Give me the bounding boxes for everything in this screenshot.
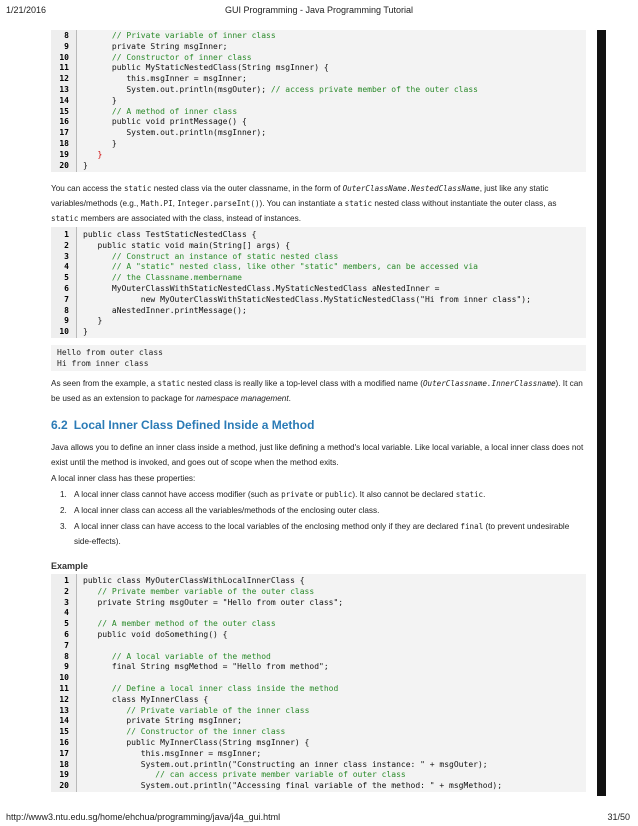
code-comment: // Private variable of inner class (111, 31, 276, 40)
code-line (51, 241, 586, 252)
code-line (51, 42, 586, 53)
code-line (51, 161, 586, 172)
code-line (51, 316, 586, 327)
code-line (51, 641, 586, 652)
line-number: 11 (59, 683, 69, 693)
code-line (51, 781, 586, 792)
code-text: public class TestStaticNestedClass { (83, 230, 257, 239)
code-text: new MyOuterClassWithStaticNestedClass.MyStaticNestedClass("Hi from inner class"); (83, 294, 531, 304)
output-line: Hello from outer class (57, 348, 163, 357)
code-comment: // A member method of the outer class (97, 619, 276, 629)
line-number: 9 (64, 662, 69, 672)
page-header-date: 1/21/2016 (6, 5, 47, 15)
line-number: 8 (64, 305, 69, 315)
code-text (83, 31, 276, 42)
line-number: 9 (64, 316, 69, 326)
line-number: 12 (59, 74, 69, 84)
line-number: 15 (59, 106, 69, 116)
code-line (51, 716, 586, 727)
paragraph-local-inner-intro: Java allows you to define an inner class inside a method, just like defining a method's local variable. Like local variable, a local inner class does not exist until the method is invoked, and goes out of scope when the method exits. (51, 443, 584, 467)
code-line (51, 749, 586, 760)
code-text (83, 252, 338, 263)
line-number: 6 (64, 629, 69, 639)
code-text: } (83, 160, 88, 170)
code-line (51, 128, 586, 139)
code-text (83, 53, 252, 64)
line-number: 1 (64, 230, 69, 239)
code-text: } (83, 95, 117, 105)
line-number: 12 (59, 694, 69, 704)
line-number: 7 (64, 640, 69, 650)
line-number: 10 (59, 327, 69, 337)
line-number: 16 (59, 117, 69, 127)
code-text: final String msgMethod = "Hello from method"; (83, 662, 329, 672)
line-number: 17 (59, 748, 69, 758)
code-comment: // Constructor of inner class (111, 52, 252, 62)
code-line (51, 587, 586, 598)
line-number: 16 (59, 737, 69, 747)
code-text: this.msgInner = msgInner; (83, 74, 247, 84)
line-number: 15 (59, 727, 69, 737)
code-line (51, 770, 586, 781)
code-line (51, 74, 586, 85)
code-line (51, 608, 586, 619)
code-comment: // A local variable of the method (111, 651, 271, 661)
code-line (51, 252, 586, 263)
code-line (51, 673, 586, 684)
code-line (51, 760, 586, 771)
code-text (83, 770, 406, 781)
line-number: 5 (64, 273, 69, 283)
code-text: System.out.println("Constructing an inner class instance: " + msgOuter); (83, 759, 488, 769)
section-heading (51, 418, 314, 432)
line-number: 10 (59, 52, 69, 62)
code-line (51, 150, 586, 161)
list-item: 1. A local inner class cannot have access modifier (such as private or public). It also cannot be declared static. (60, 490, 486, 499)
code-text (83, 107, 237, 118)
line-number: 5 (64, 619, 69, 629)
code-line (51, 139, 586, 150)
example-label: Example (51, 561, 89, 571)
code-block-3 (51, 574, 586, 792)
line-number: 18 (59, 759, 69, 769)
code-text: System.out.println(msgInner); (83, 128, 267, 138)
line-number: 9 (64, 41, 69, 51)
code-line (51, 630, 586, 641)
code-line (51, 96, 586, 107)
code-comment: // Private variable of the inner class (126, 705, 310, 715)
code-text: public class MyOuterClassWithLocalInnerClass { (83, 576, 305, 585)
list-item: 3. A local inner class can have access to the local variables of the enclosing method only if they are declared final (to prevent undesirable side-effects). (60, 522, 570, 546)
code-block-2 (51, 227, 586, 338)
code-text: private String msgOuter = "Hello from outer class"; (83, 597, 344, 607)
line-number: 2 (64, 240, 69, 250)
code-line (51, 598, 586, 609)
code-comment: // the Classname.membername (111, 273, 242, 283)
line-number: 2 (64, 586, 69, 596)
code-line (51, 262, 586, 273)
code-text: MyOuterClassWithStaticNestedClass.MyStaticNestedClass aNestedInner = (83, 283, 440, 293)
code-text: System.out.println("Accessing final variable of the method: " + msgMethod); (83, 781, 503, 791)
paragraph-properties-intro: A local inner class has these properties: (51, 474, 196, 483)
code-text: } (83, 138, 117, 148)
code-line (51, 273, 586, 284)
line-number: 10 (59, 673, 69, 683)
line-number: 13 (59, 84, 69, 94)
code-text (83, 706, 309, 717)
line-number: 3 (64, 251, 69, 261)
line-number: 4 (64, 262, 69, 272)
code-text: aNestedInner.printMessage(); (83, 305, 247, 315)
code-comment: // can access private member variable of outer class (155, 770, 406, 780)
code-comment: // Construct an instance of static nested class (111, 251, 339, 261)
code-text (83, 262, 478, 273)
code-text: private String msgInner; (83, 716, 242, 726)
output-line: Hi from inner class (57, 359, 149, 368)
code-line (51, 706, 586, 717)
code-text: System.out.println(msgOuter); // access private member of the outer class (83, 84, 478, 94)
code-text: public void doSomething() { (83, 629, 228, 639)
page-header-title: GUI Programming - Java Programming Tutorial (224, 5, 414, 15)
line-number: 13 (59, 705, 69, 715)
code-block-1 (51, 30, 586, 172)
page-footer-page-number: 31/50 (607, 812, 630, 822)
line-number: 7 (64, 294, 69, 304)
code-text: this.msgInner = msgInner; (83, 748, 262, 758)
line-number: 1 (64, 576, 69, 585)
code-text: private String msgInner; (83, 41, 228, 51)
code-line (51, 53, 586, 64)
code-brace: } (97, 149, 103, 159)
code-line (51, 695, 586, 706)
line-number: 18 (59, 138, 69, 148)
line-number: 19 (59, 770, 69, 780)
code-line (51, 619, 586, 630)
code-line (51, 327, 586, 338)
code-comment: // A "static" nested class, like other "static" members, can be accessed via (111, 262, 478, 272)
line-number: 17 (59, 128, 69, 138)
line-number: 19 (59, 149, 69, 159)
code-text (83, 727, 285, 738)
code-line (51, 117, 586, 128)
code-text (83, 587, 314, 598)
code-text: public MyStaticNestedClass(String msgInner) { (83, 63, 329, 73)
code-text: public static void main(String[] args) { (83, 240, 291, 250)
code-text (83, 273, 242, 284)
code-comment: // Define a local inner class inside the method (111, 683, 339, 693)
line-number: 3 (64, 597, 69, 607)
code-text (83, 150, 102, 161)
code-line (51, 738, 586, 749)
code-text (83, 684, 338, 695)
paragraph-static-nested-summary: As seen from the example, a static nested class is really like a top-level class with a modified name (OuterClassname.InnerClassname). It can be used as an extension to package for namespace management. (51, 379, 583, 403)
line-number: 8 (64, 31, 69, 40)
code-line (51, 63, 586, 74)
list-item: 2. A local inner class can access all the variables/methods of the enclosing outer class. (60, 506, 380, 515)
line-number: 20 (59, 781, 69, 791)
line-number: 4 (64, 608, 69, 618)
page-footer-url: http://www3.ntu.edu.sg/home/ehchua/programming/java/j4a_gui.html (6, 812, 281, 822)
line-number: 20 (59, 160, 69, 170)
code-line (51, 306, 586, 317)
code-line (51, 31, 586, 42)
code-comment: // Private member variable of the outer class (97, 586, 315, 596)
line-number: 11 (59, 63, 69, 73)
scrollbar[interactable] (597, 30, 606, 796)
code-comment: // A method of inner class (111, 106, 238, 116)
section-title: Local Inner Class Defined Inside a Method (73, 418, 315, 432)
code-line (51, 295, 586, 306)
code-line (51, 727, 586, 738)
code-comment: // access private member of the outer class (270, 84, 478, 94)
line-number: 14 (59, 95, 69, 105)
code-text: class MyInnerClass { (83, 694, 209, 704)
line-number: 8 (64, 651, 69, 661)
code-line (51, 107, 586, 118)
code-line (51, 230, 586, 241)
code-line (51, 576, 586, 587)
code-line (51, 684, 586, 695)
line-number: 6 (64, 283, 69, 293)
code-line (51, 652, 586, 663)
code-text: public void printMessage() { (83, 117, 247, 127)
code-text (83, 652, 271, 663)
output-block (51, 345, 586, 371)
code-text: } (83, 316, 103, 326)
code-line (51, 85, 586, 96)
code-line (51, 662, 586, 673)
paragraph-static-nested-access: You can access the static nested class via the outer classname, in the form of OuterClassName.NestedClassName, just like any static variables/methods (e.g., Math.PI, Integer.parseInt()). You can instantiate a static nested class without instantiate the outer class, as static members are associated with the class, instead of instances. (51, 184, 557, 223)
code-text: public MyInnerClass(String msgInner) { (83, 737, 310, 747)
line-number: 14 (59, 716, 69, 726)
code-text (83, 619, 276, 630)
code-line (51, 284, 586, 295)
section-number: 6.2 (51, 418, 68, 432)
code-comment: // Constructor of the inner class (126, 727, 286, 737)
code-text: } (83, 327, 88, 337)
